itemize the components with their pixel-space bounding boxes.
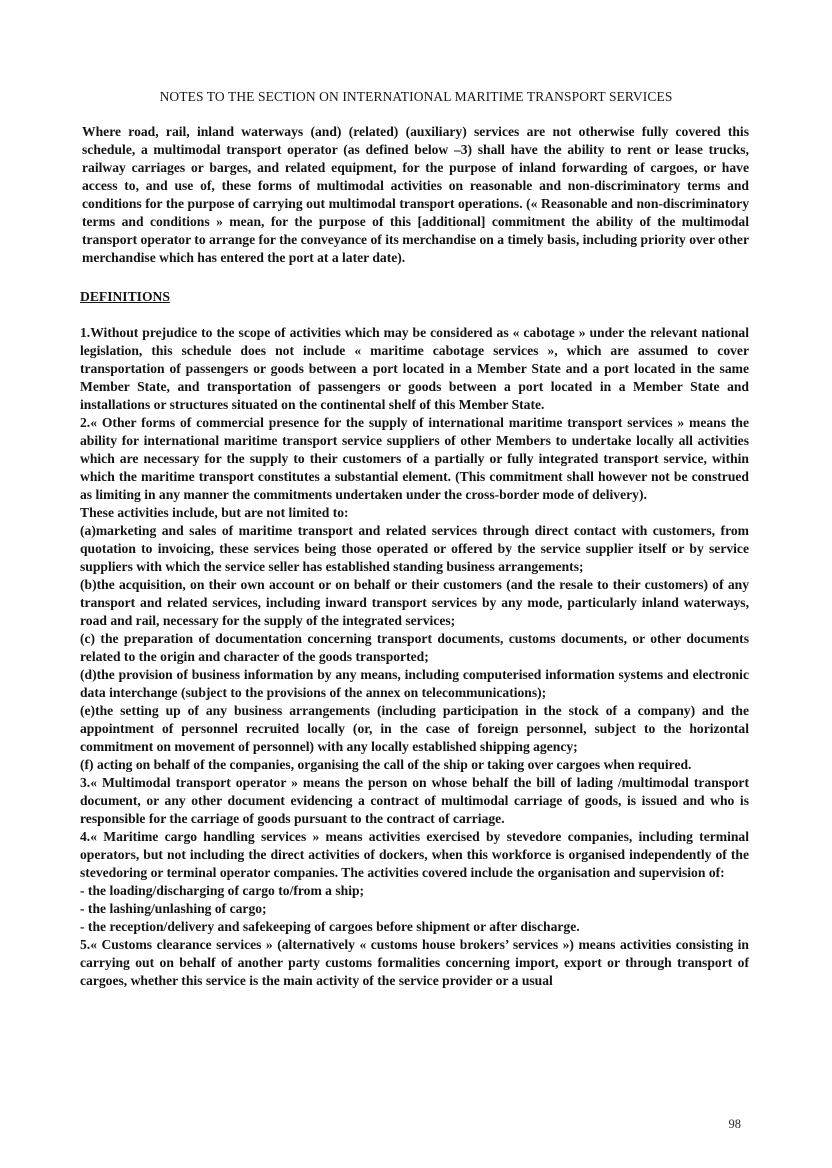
activity-d: (d)the provision of business information by any means, including computerised information systems and electronic data interchange (subject to the provisions of the annex on telecommunications); xyxy=(80,667,749,700)
activity-c: (c) the preparation of documentation concerning transport documents, customs documents, or other documents related to the origin and character of the goods transported; xyxy=(80,631,749,664)
intro-paragraph: Where road, rail, inland waterways (and) (related) (auxiliary) services are not otherwise fully covered this schedule, a multimodal transport operator (as defined below –3) shall have the ability to rent or lease trucks, railway carriages or barges, and related equipment, for the purpose of inland forwarding of cargoes, or have access to, and use of, these forms of multimodal activities on reasonable and non-discriminatory terms and conditions for the purpose of carrying out multimodal transport operations. (« Reasonable and non-discriminatory terms and conditions » mean, for the purpose of this [additional] commitment the ability of the multimodal transport operator to arrange for the conveyance of its merchandise on a timely basis, including priority over other merchandise which has entered the port at a later date). xyxy=(82,124,749,265)
activities-intro: These activities include, but are not limited to: xyxy=(80,505,349,520)
definition-4: 4.« Maritime cargo handling services » means activities exercised by stevedore companies, including terminal operators, but not including the direct activities of dockers, when this workforce is organised independently of the stevedoring or terminal operator companies. The activities covered include the organisation and supervision of: xyxy=(80,829,749,880)
cargo-bullet-3: - the reception/delivery and safekeeping of cargoes before shipment or after discharge. xyxy=(80,919,580,934)
activity-a: (a)marketing and sales of maritime transport and related services through direct contact with customers, from quotation to invoicing, these services being those operated or offered by the service supplier itself or by service suppliers with which the service seller has established standing business arrangements; xyxy=(80,523,749,574)
definition-1: 1.Without prejudice to the scope of activities which may be considered as « cabotage » under the relevant national legislation, this schedule does not include « maritime cabotage services », which are assumed to cover transportation of passengers or goods between a port located in a Member State and a port located in the same Member State, and transportation of passengers or goods between a port located in a Member State and installations or structures situated on the continental shelf of this Member State. xyxy=(80,325,749,412)
definition-3: 3.« Multimodal transport operator » means the person on whose behalf the bill of lading /multimodal transport document, or any other document evidencing a contract of multimodal carriage of goods, is issued and who is responsible for the carriage of goods pursuant to the contract of carriage. xyxy=(80,775,749,826)
cargo-bullet-2: - the lashing/unlashing of cargo; xyxy=(80,901,267,916)
activity-e: (e)the setting up of any business arrangements (including participation in the stock of a company) and the appointment of personnel recruited locally (or, in the case of foreign personnel, subject to the horizontal commitment on movement of personnel) with any locally established shipping agency; xyxy=(80,703,749,754)
page-title: NOTES TO THE SECTION ON INTERNATIONAL MARITIME TRANSPORT SERVICES xyxy=(159,89,673,104)
definition-5: 5.« Customs clearance services » (alternatively « customs house brokers’ services ») means activities consisting in carrying out on behalf of another party customs formalities concerning import, export or through transport of cargoes, whether this service is the main activity of the service provider or a usual xyxy=(80,937,749,988)
definition-2: 2.« Other forms of commercial presence for the supply of international maritime transport services » means the ability for international maritime transport service suppliers of other Members to undertake locally all activities which are necessary for the supply to their customers of a partially or fully integrated transport service, within which the maritime transport constitutes a substantial element. (This commitment shall however not be construed as limiting in any manner the commitments undertaken under the cross-border mode of delivery). xyxy=(80,415,749,502)
page-number: 98 xyxy=(728,1117,741,1131)
document-body xyxy=(78,123,749,990)
activity-b: (b)the acquisition, on their own account or on behalf or their customers (and the resale to their customers) of any transport and related services, including inward transport services by any mode, particularly inland waterways, road and rail, necessary for the supply of the integrated services; xyxy=(80,577,749,628)
definitions-heading: DEFINITIONS xyxy=(80,289,170,304)
cargo-bullet-1: - the loading/discharging of cargo to/from a ship; xyxy=(80,883,365,898)
activity-f: (f) acting on behalf of the companies, organising the call of the ship or taking over cargoes when required. xyxy=(80,757,692,772)
